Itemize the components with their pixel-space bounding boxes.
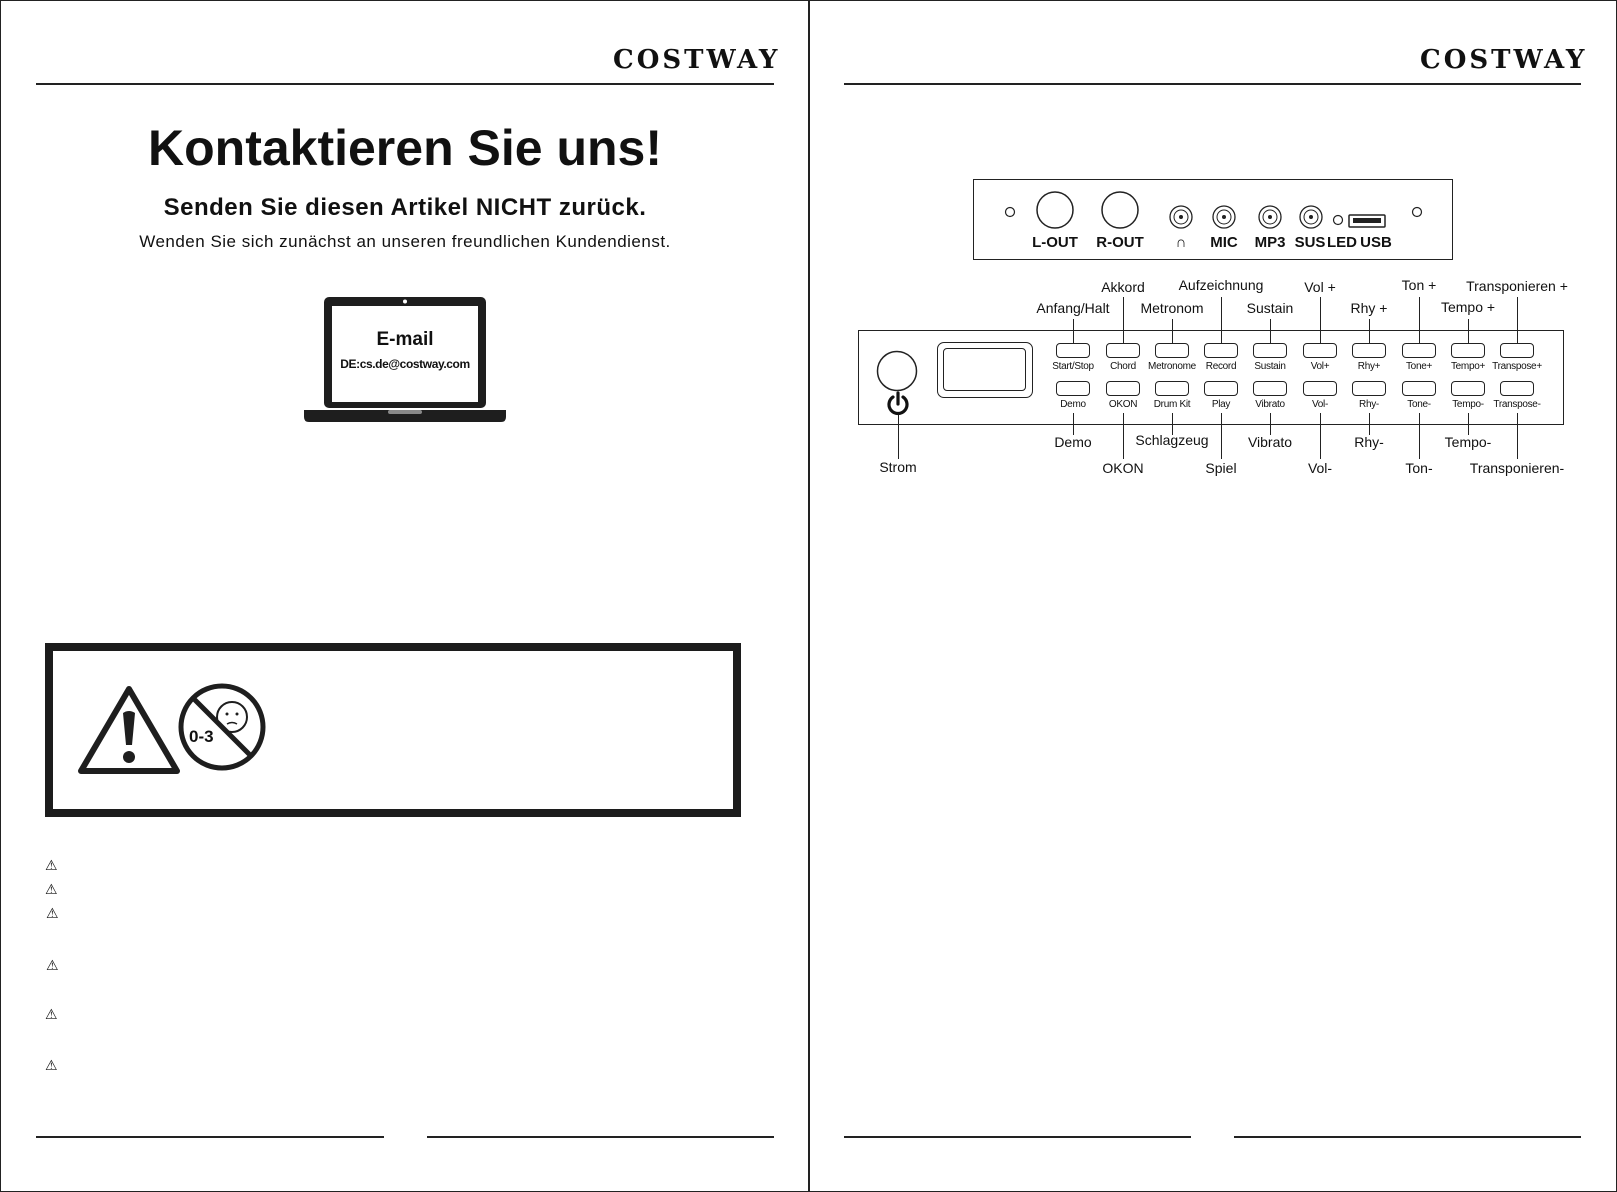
label-rhy-plus: Rhy + (1350, 300, 1388, 316)
callout-line (1221, 297, 1222, 343)
label-demo: Demo (1054, 434, 1092, 450)
button-label: Tempo+ (1450, 361, 1486, 372)
button-label: Vol+ (1310, 361, 1330, 372)
warning-triangle-icon: ⚠ (45, 881, 58, 897)
tone-down-button[interactable] (1402, 381, 1436, 396)
label-vibrato: Vibrato (1247, 434, 1293, 450)
callout-line (898, 415, 899, 459)
button-label: Record (1205, 361, 1237, 372)
warning-triangle-icon: ⚠ (45, 857, 58, 873)
email-heading: E-mail (376, 329, 434, 350)
button-label: Demo (1060, 399, 1086, 410)
play-button[interactable] (1204, 381, 1238, 396)
label-tempo-plus: Tempo + (1440, 299, 1496, 315)
callout-line (1517, 297, 1518, 343)
age-label: 0-3 (189, 727, 214, 746)
metronome-button[interactable] (1155, 343, 1189, 358)
callout-line (1172, 319, 1173, 343)
warning-triangle-icon (77, 685, 181, 775)
label-vol-minus: Vol- (1307, 460, 1333, 476)
label-schlagzeug: Schlagzeug (1135, 432, 1209, 448)
transpose-up-button[interactable] (1500, 343, 1534, 358)
label-ton-plus: Ton + (1401, 277, 1437, 293)
vol-down-button[interactable] (1303, 381, 1337, 396)
port-label-rout: R-OUT (1096, 234, 1144, 251)
rhy-up-button[interactable] (1352, 343, 1386, 358)
callout-line (1419, 297, 1420, 343)
brand-logo: COSTWAY (613, 45, 781, 75)
button-label: Start/Stop (1052, 361, 1094, 372)
tempo-up-button[interactable] (1451, 343, 1485, 358)
callout-line (1468, 413, 1469, 435)
footer-rule-right (1234, 1136, 1581, 1138)
label-ton-minus: Ton- (1405, 460, 1433, 476)
button-label: Vol- (1311, 399, 1329, 410)
header-rule (844, 83, 1581, 85)
vibrato-button[interactable] (1253, 381, 1287, 396)
label-spiel: Spiel (1205, 460, 1237, 476)
power-knob (875, 349, 919, 393)
transpose-down-button[interactable] (1500, 381, 1534, 396)
button-label: Transpose+ (1492, 361, 1542, 372)
callout-line (1123, 413, 1124, 459)
callout-line (1270, 413, 1271, 435)
warning-triangle-icon: ⚠ (45, 1057, 58, 1073)
power-icon (886, 391, 910, 417)
callout-line (1270, 319, 1271, 343)
button-label: Chord (1110, 361, 1136, 372)
button-label: OKON (1108, 399, 1138, 410)
label-transponieren-minus: Transponieren- (1469, 460, 1565, 476)
button-label: Tone- (1407, 399, 1431, 410)
tone-up-button[interactable] (1402, 343, 1436, 358)
service-note: Wenden Sie sich zunächst an unseren freundlichen Kundendienst. (139, 232, 671, 251)
label-anfang-halt: Anfang/Halt (1036, 300, 1110, 316)
rear-panel (973, 179, 1453, 260)
label-sustain: Sustain (1246, 300, 1294, 316)
rhy-down-button[interactable] (1352, 381, 1386, 396)
callout-line (1073, 319, 1074, 343)
brand-logo: COSTWAY (1420, 45, 1588, 75)
button-label: Transpose- (1493, 399, 1541, 410)
vol-up-button[interactable] (1303, 343, 1337, 358)
callout-line (1073, 413, 1074, 435)
callout-line (1221, 413, 1222, 459)
port-label-mic: MIC (1210, 234, 1238, 251)
button-label: Tone+ (1405, 361, 1433, 372)
page-title: Kontaktieren Sie uns! (148, 120, 662, 176)
chord-button[interactable] (1106, 343, 1140, 358)
callout-line (1468, 319, 1469, 343)
warning-box (45, 643, 741, 817)
start-stop-button[interactable] (1056, 343, 1090, 358)
button-label: Drum Kit (1153, 399, 1191, 410)
label-transponieren-plus: Transponieren + (1466, 278, 1568, 294)
footer-rule-right (427, 1136, 774, 1138)
okon-button[interactable] (1106, 381, 1140, 396)
laptop-icon (304, 297, 506, 423)
footer-rule-left (36, 1136, 384, 1138)
page-subtitle: Senden Sie diesen Artikel NICHT zurück. (163, 194, 647, 221)
label-aufzeichnung: Aufzeichnung (1178, 277, 1264, 293)
label-metronom: Metronom (1140, 300, 1204, 316)
button-label: Sustain (1254, 361, 1286, 372)
label-strom: Strom (879, 459, 917, 475)
port-label-usb: USB (1360, 234, 1392, 251)
callout-line (1320, 297, 1321, 343)
button-label: Metronome (1148, 361, 1196, 372)
port-label-lout: L-OUT (1032, 234, 1078, 251)
header-rule (36, 83, 774, 85)
label-tempo-minus: Tempo- (1444, 434, 1492, 450)
button-label: Vibrato (1255, 399, 1285, 410)
drum-kit-button[interactable] (1155, 381, 1189, 396)
button-label: Play (1211, 399, 1231, 410)
footer-rule-left (844, 1136, 1191, 1138)
headphone-icon: ∩ (1175, 234, 1187, 251)
button-label: Rhy+ (1357, 361, 1381, 372)
label-rhy-minus: Rhy- (1354, 434, 1384, 450)
button-label: Tempo- (1452, 399, 1484, 410)
right-page (808, 0, 1617, 1192)
port-label-led: LED (1327, 234, 1357, 251)
callout-line (1419, 413, 1420, 459)
demo-button[interactable] (1056, 381, 1090, 396)
warning-triangle-icon: ⚠ (46, 905, 59, 921)
callout-line (1369, 413, 1370, 435)
sustain-button[interactable] (1253, 343, 1287, 358)
label-vol-plus: Vol + (1304, 279, 1336, 295)
port-label-mp3: MP3 (1254, 234, 1286, 251)
record-button[interactable] (1204, 343, 1238, 358)
callout-line (1320, 413, 1321, 459)
port-label-sus: SUS (1294, 234, 1326, 251)
label-akkord: Akkord (1101, 279, 1145, 295)
display-screen (937, 342, 1033, 398)
label-okon: OKON (1102, 460, 1144, 476)
warning-triangle-icon: ⚠ (45, 1006, 58, 1022)
warning-triangle-icon: ⚠ (46, 957, 59, 973)
callout-line (1369, 319, 1370, 343)
callout-line (1517, 413, 1518, 459)
callout-line (1123, 297, 1124, 343)
email-address[interactable]: DE:cs.de@costway.com (340, 357, 470, 371)
tempo-down-button[interactable] (1451, 381, 1485, 396)
button-label: Rhy- (1359, 399, 1379, 410)
